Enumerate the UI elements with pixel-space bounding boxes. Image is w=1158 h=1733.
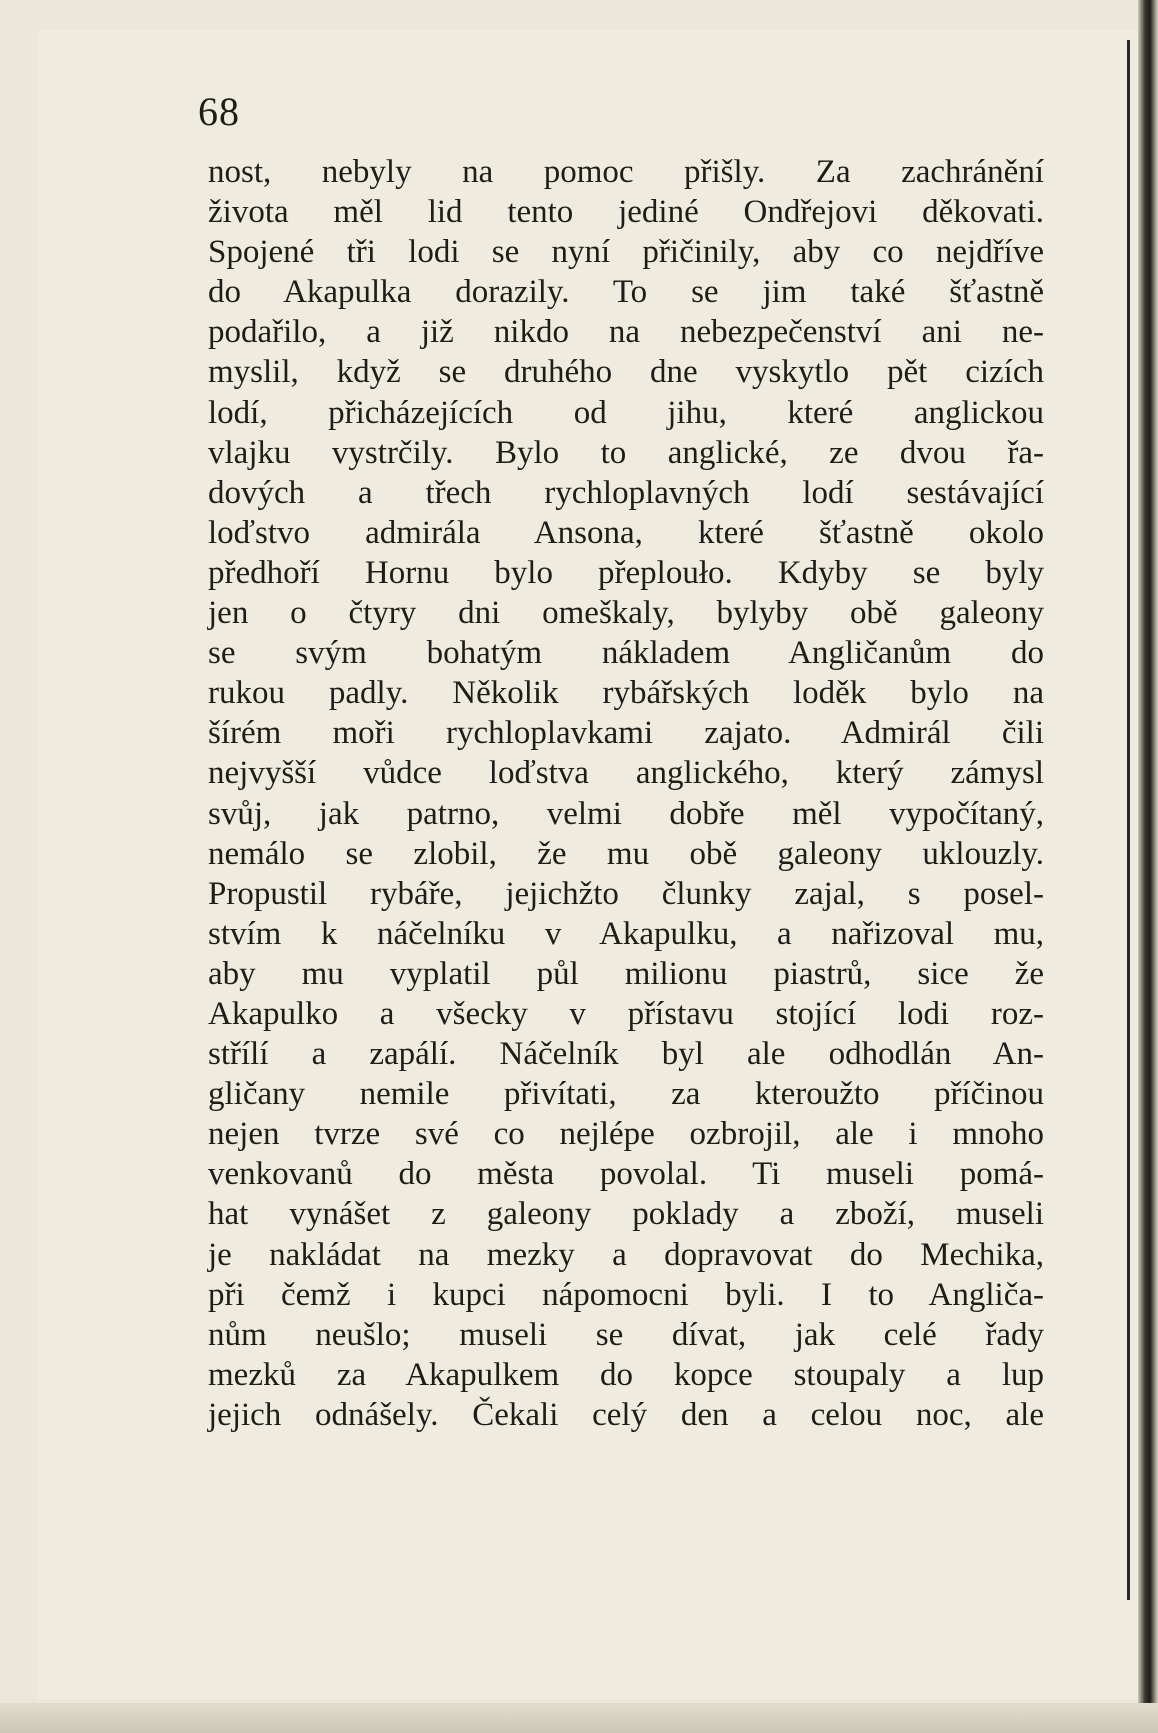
text-line: předhoří Hornu bylo přeplouło. Kdyby se byly [208, 554, 1044, 591]
text-line: podařilo, a již nikdo na nebezpečenství ani ne- [208, 314, 1044, 351]
text-line: hat vynášet z galeony poklady a zboží, museli [208, 1196, 1044, 1233]
binding-edge-line [1127, 40, 1130, 1600]
text-line: života měl lid tento jediné Ondřejovi děkovati. [208, 194, 1044, 231]
text-line: Propustil rybáře, jejichžto člunky zajal, s posel- [208, 875, 1044, 912]
text-line: myslil, když se druhého dne vyskytlo pět cizích [208, 354, 1044, 391]
text-line: střílí a zapálí. Náčelník byl ale odhodlán An- [208, 1036, 1044, 1073]
text-line: nost, nebyly na pomoc přišly. Za zachránění [208, 154, 1044, 190]
text-line: je nakládat na mezky a dopravovat do Mechika, [208, 1236, 1044, 1273]
text-line: mezků za Akapulkem do kopce stoupaly a lup [208, 1356, 1044, 1393]
page-edge-shadow [1138, 0, 1158, 1733]
text-line: vlajku vystrčily. Bylo to anglické, ze dvou řa- [208, 434, 1044, 471]
text-line: nům neušlo; museli se dívat, jak celé řady [208, 1316, 1044, 1353]
text-line: aby mu vyplatil půl milionu piastrů, sice že [208, 955, 1044, 992]
text-line: lodí, přicházejících od jihu, které anglickou [208, 394, 1044, 431]
body-text [208, 152, 1044, 1435]
text-line: nejvyšší vůdce loďstva anglického, který zámysl [208, 755, 1044, 792]
text-line: Spojené tři lodi se nyní přičinily, aby co nejdříve [208, 234, 1044, 271]
text-line: nejen tvrze své co nejlépe ozbrojil, ale i mnoho [208, 1116, 1044, 1153]
text-line: stvím k náčelníku v Akapulku, a nařizoval mu, [208, 915, 1044, 952]
text-line: šírém moři rychloplavkami zajato. Admirál čili [208, 715, 1044, 752]
text-line: jen o čtyry dni omeškaly, bylyby obě galeony [208, 595, 1044, 632]
text-line: venkovanů do města povolal. Ti museli pomá- [208, 1156, 1044, 1193]
text-line: dových a třech rychloplavných lodí sestávající [208, 474, 1044, 511]
page-number: 68 [198, 89, 240, 134]
text-line: svůj, jak patrno, velmi dobře měl vypočítaný, [208, 795, 1044, 832]
text-line: jejich odnášely. Čekali celý den a celou noc, ale [208, 1396, 1044, 1433]
text-line: nemálo se zlobil, že mu obě galeony uklouzly. [208, 835, 1044, 872]
text-line: loďstvo admirála Ansona, které šťastně okolo [208, 514, 1044, 551]
text-line: při čemž i kupci nápomocni byli. I to Angliča- [208, 1276, 1044, 1313]
bottom-edge-shadow [0, 1703, 1158, 1733]
text-line: rukou padly. Několik rybářských loděk bylo na [208, 675, 1044, 712]
text-line: do Akapulka dorazily. To se jim také šťastně [208, 274, 1044, 311]
text-line: Akapulko a všecky v přístavu stojící lodi roz- [208, 995, 1044, 1032]
text-line: se svým bohatým nákladem Angličanům do [208, 635, 1044, 672]
text-line: gličany nemile přivítati, za kteroužto příčinou [208, 1076, 1044, 1113]
